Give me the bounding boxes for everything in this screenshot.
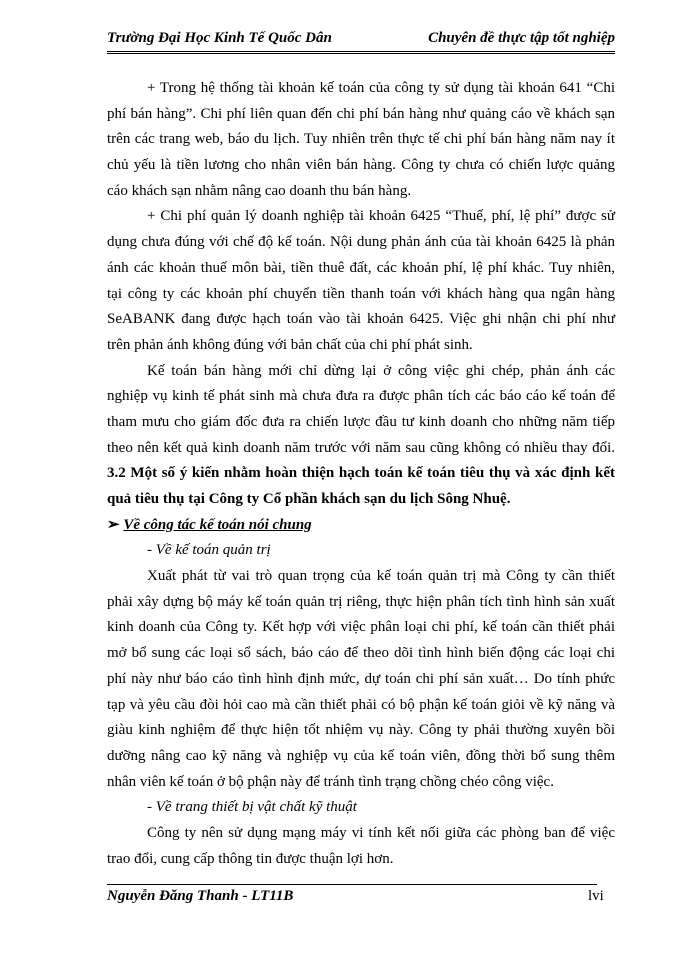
footer-rule — [107, 884, 597, 885]
paragraph-line: ánh các khoản thuế môn bài, tiền thuê đất, các khoản phí, lệ phí khác. Tuy nhiên, — [107, 259, 615, 276]
paragraph-line: giàu kinh nghiệm để thực hiện tốt nhiệm vụ này. Công ty phải thường xuyên bồi — [107, 722, 615, 739]
paragraph-line: nghiệp vụ kinh tế phát sinh mà chưa đưa ra được phân tích các báo cáo kế toán để — [107, 388, 615, 405]
paragraph-line: trên phản ánh không đúng với bản chất của chi phí phát sinh. — [107, 336, 473, 353]
paragraph-line: theo nên kết quả kinh doanh năm trước với năm sau cũng không có nhiều thay đổi. — [107, 439, 615, 456]
page-header — [107, 27, 615, 49]
paragraph-line: tại công ty các khoản phí chuyển tiền thanh toán với khách hàng qua ngân hàng — [107, 285, 615, 302]
header-document-type: Chuyên đề thực tập tốt nghiệp — [428, 30, 615, 46]
list-item: - Về trang thiết bị vật chất kỹ thuật — [147, 799, 357, 816]
paragraph-line: kinh doanh của Công ty. Kết hợp với việc phân loại chi phí, kế toán cần thiết phải — [107, 619, 615, 636]
paragraph-line: cáo khách sạn nhằm nâng cao doanh thu bán hàng. — [107, 182, 412, 199]
subheading-text: Về công tác kế toán nói chung — [123, 516, 312, 533]
paragraph-line: nhân viên kế toán ở bộ phận này để tránh tình trạng chồng chéo công việc. — [107, 773, 554, 790]
arrow-bullet-icon: ➢ — [107, 516, 120, 533]
paragraph-line: trên các trang web, báo du lịch. Tuy nhiên trên thực tế chi phí bán hàng năm nay ít — [107, 131, 615, 148]
paragraph-line: Kế toán bán hàng mới chỉ dừng lại ở công việc ghi chép, phản ánh các — [147, 362, 615, 379]
paragraph-line: phải xây dựng bộ máy kế toán quản trị riêng, thực hiện phân tích tình hình sản xuất — [107, 593, 615, 610]
paragraph-line: + Chi phí quản lý doanh nghiệp tài khoản 6425 “Thuế, phí, lệ phí” được sử — [147, 208, 615, 225]
paragraph-line: Xuất phát từ vai trò quan trọng của kế toán quản trị mà Công ty cần thiết — [147, 568, 615, 585]
paragraph-line: dụng chưa đúng với chế độ kế toán. Nội dung phản ánh của tài khoản 6425 là phản — [107, 234, 615, 251]
footer-author: Nguyễn Đăng Thanh - LT11B — [107, 888, 294, 904]
paragraph-line: + Trong hệ thống tài khoản kế toán của công ty sử dụng tài khoản 641 “Chi — [147, 80, 615, 96]
section-heading-line: quả tiêu thụ tại Công ty Cổ phần khách sạn du lịch Sông Nhuệ. — [107, 491, 511, 507]
subheading — [107, 513, 615, 539]
paragraph-line: trao đổi, cung cấp thông tin được thuận lợi hơn. — [107, 850, 394, 867]
list-item: - Về kế toán quản trị — [147, 542, 271, 559]
paragraph-line: mở bổ sung các loại sổ sách, báo cáo để theo dõi tình hình biến động các loại chi — [107, 645, 615, 662]
section-heading-line: 3.2 Một số ý kiến nhằm hoàn thiện hạch toán kế toán tiêu thụ và xác định kết — [107, 465, 615, 482]
paragraph-line: dưỡng nâng cao kỹ năng và nghiệp vụ của kế toán viên, đồng thời bổ sung thêm — [107, 747, 615, 764]
header-rule — [107, 51, 615, 54]
paragraph-line: Công ty nên sử dụng mạng máy vi tính kết nối giữa các phòng ban để việc — [147, 824, 615, 841]
document-body — [107, 76, 615, 872]
paragraph-line: tạp và yêu cầu đòi hỏi cao mà cần thiết phải có bộ phận kế toán giỏi về kỹ năng và — [107, 696, 615, 713]
paragraph-line: chủ yếu là tiền lương cho nhân viên bán hàng. Công ty chưa có chiến lược quảng — [107, 157, 615, 174]
paragraph-line: phí bán hàng”. Chi phí liên quan đến chi phí bán hàng như quảng cáo về khách sạn — [107, 105, 615, 122]
paragraph-line: tham mưu cho giám đốc đưa ra chiến lược đầu tư kinh doanh cho những năm tiếp — [107, 413, 615, 430]
paragraph-line: phí này như báo cáo tình hình định mức, dự toán chi phí sản xuất… Do tính phức — [107, 670, 615, 687]
header-university: Trường Đại Học Kinh Tế Quốc Dân — [107, 30, 332, 46]
paragraph-line: SeABANK đang được hạch toán vào tài khoản 6425. Việc ghi nhận chi phí như — [107, 311, 615, 328]
page-number: lvi — [588, 888, 604, 904]
